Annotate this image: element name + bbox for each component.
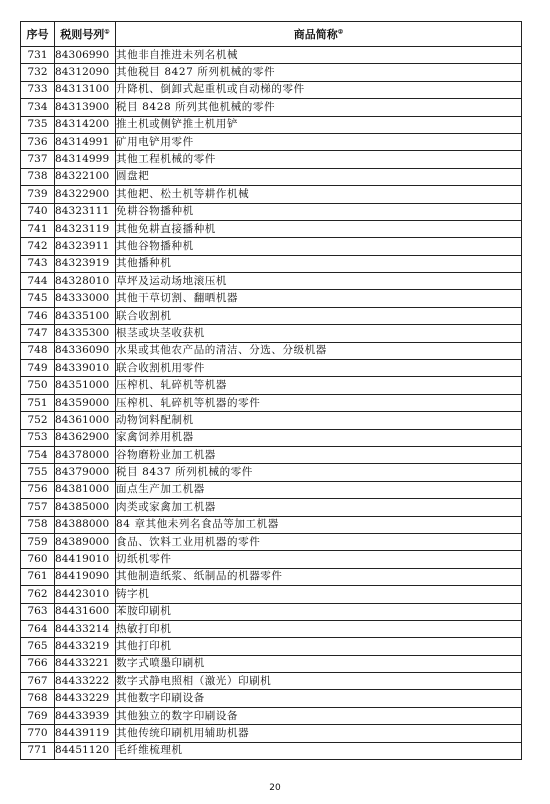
table-row xyxy=(21,394,522,411)
table-row xyxy=(21,168,522,185)
row-tariff-code: 84433214 xyxy=(55,620,116,637)
table-row xyxy=(21,116,522,133)
row-seq: 740 xyxy=(21,203,55,220)
row-product-name: 水果或其他农产品的清洁、分选、分级机器 xyxy=(116,342,522,359)
row-product-name: 毛纤维梳理机 xyxy=(116,742,522,759)
row-tariff-code: 84328010 xyxy=(55,273,116,290)
row-product-name: 数字式静电照相（激光）印刷机 xyxy=(116,673,522,690)
row-seq: 760 xyxy=(21,551,55,568)
table-row xyxy=(21,133,522,150)
row-seq: 766 xyxy=(21,655,55,672)
tariff-list-page xyxy=(20,21,522,760)
header-product-name-label: 商品简称 xyxy=(293,28,338,41)
footnote-marker-1: ① xyxy=(104,28,110,36)
row-seq: 765 xyxy=(21,638,55,655)
table-row xyxy=(21,568,522,585)
table-header-row xyxy=(21,22,522,47)
table-row xyxy=(21,47,522,64)
row-seq: 745 xyxy=(21,290,55,307)
row-seq: 731 xyxy=(21,47,55,64)
header-seq: 序号 xyxy=(21,22,55,47)
row-product-name: 税目 8437 所列机械的零件 xyxy=(116,464,522,481)
table-row xyxy=(21,81,522,98)
row-tariff-code: 84388000 xyxy=(55,516,116,533)
table-row xyxy=(21,533,522,550)
row-tariff-code: 84433221 xyxy=(55,655,116,672)
table-row xyxy=(21,707,522,724)
table-row xyxy=(21,64,522,81)
table-row xyxy=(21,290,522,307)
table-row xyxy=(21,690,522,707)
row-seq: 753 xyxy=(21,429,55,446)
row-product-name: 其他耙、松土机等耕作机械 xyxy=(116,186,522,203)
row-tariff-code: 84433219 xyxy=(55,638,116,655)
row-seq: 757 xyxy=(21,499,55,516)
row-tariff-code: 84333000 xyxy=(55,290,116,307)
row-tariff-code: 84339010 xyxy=(55,360,116,377)
row-tariff-code: 84389000 xyxy=(55,533,116,550)
table-row xyxy=(21,446,522,463)
row-product-name: 其他工程机械的零件 xyxy=(116,151,522,168)
row-product-name: 压榨机、轧碎机等机器 xyxy=(116,377,522,394)
row-tariff-code: 84451120 xyxy=(55,742,116,759)
row-tariff-code: 84385000 xyxy=(55,499,116,516)
table-row xyxy=(21,655,522,672)
row-product-name: 其他播种机 xyxy=(116,255,522,272)
tariff-table xyxy=(20,21,522,760)
row-seq: 758 xyxy=(21,516,55,533)
row-seq: 739 xyxy=(21,186,55,203)
row-product-name: 其他传统印刷机用辅助机器 xyxy=(116,725,522,742)
row-tariff-code: 84322100 xyxy=(55,168,116,185)
table-row xyxy=(21,255,522,272)
row-product-name: 联合收割机用零件 xyxy=(116,360,522,377)
table-row xyxy=(21,638,522,655)
table-row xyxy=(21,325,522,342)
row-seq: 768 xyxy=(21,690,55,707)
row-seq: 767 xyxy=(21,673,55,690)
row-seq: 734 xyxy=(21,99,55,116)
row-seq: 771 xyxy=(21,742,55,759)
table-row xyxy=(21,620,522,637)
row-tariff-code: 84433222 xyxy=(55,673,116,690)
row-product-name: 其他打印机 xyxy=(116,638,522,655)
row-tariff-code: 84359000 xyxy=(55,394,116,411)
footnote-marker-2: ② xyxy=(337,28,344,36)
table-row xyxy=(21,412,522,429)
row-seq: 747 xyxy=(21,325,55,342)
row-seq: 741 xyxy=(21,220,55,237)
row-seq: 733 xyxy=(21,81,55,98)
table-row xyxy=(21,603,522,620)
row-product-name: 压榨机、轧碎机等机器的零件 xyxy=(116,394,522,411)
row-tariff-code: 84323911 xyxy=(55,238,116,255)
table-row xyxy=(21,307,522,324)
row-product-name: 其他独立的数字印刷设备 xyxy=(116,707,522,724)
row-tariff-code: 84314991 xyxy=(55,133,116,150)
row-tariff-code: 84361000 xyxy=(55,412,116,429)
row-tariff-code: 84314200 xyxy=(55,116,116,133)
table-row xyxy=(21,464,522,481)
row-product-name: 数字式喷墨印刷机 xyxy=(116,655,522,672)
table-row xyxy=(21,151,522,168)
row-seq: 744 xyxy=(21,273,55,290)
row-tariff-code: 84423010 xyxy=(55,586,116,603)
header-product-name xyxy=(116,22,522,47)
row-product-name: 免耕谷物播种机 xyxy=(116,203,522,220)
row-seq: 756 xyxy=(21,481,55,498)
row-tariff-code: 84419090 xyxy=(55,568,116,585)
table-row xyxy=(21,725,522,742)
table-body xyxy=(21,47,522,760)
row-product-name: 根茎或块茎收获机 xyxy=(116,325,522,342)
page-number: 20 xyxy=(269,783,281,793)
row-tariff-code: 84336090 xyxy=(55,342,116,359)
row-seq: 770 xyxy=(21,725,55,742)
row-seq: 732 xyxy=(21,64,55,81)
row-product-name: 其他非自推进未列名机械 xyxy=(116,47,522,64)
table-row xyxy=(21,342,522,359)
row-product-name: 苯胺印刷机 xyxy=(116,603,522,620)
row-seq: 738 xyxy=(21,168,55,185)
row-seq: 749 xyxy=(21,360,55,377)
row-seq: 761 xyxy=(21,568,55,585)
table-row xyxy=(21,586,522,603)
row-product-name: 动物饲料配制机 xyxy=(116,412,522,429)
row-seq: 751 xyxy=(21,394,55,411)
row-product-name: 税目 8428 所列其他机械的零件 xyxy=(116,99,522,116)
row-product-name: 升降机、倒卸式起重机或自动梯的零件 xyxy=(116,81,522,98)
row-seq: 762 xyxy=(21,586,55,603)
row-tariff-code: 84433939 xyxy=(55,707,116,724)
row-tariff-code: 84323111 xyxy=(55,203,116,220)
row-tariff-code: 84362900 xyxy=(55,429,116,446)
table-row xyxy=(21,360,522,377)
row-product-name: 其他免耕直接播种机 xyxy=(116,220,522,237)
header-tariff-code xyxy=(55,22,116,47)
row-tariff-code: 84431600 xyxy=(55,603,116,620)
table-row xyxy=(21,99,522,116)
row-tariff-code: 84335300 xyxy=(55,325,116,342)
row-tariff-code: 84335100 xyxy=(55,307,116,324)
row-tariff-code: 84313900 xyxy=(55,99,116,116)
row-seq: 735 xyxy=(21,116,55,133)
row-tariff-code: 84378000 xyxy=(55,446,116,463)
row-product-name: 草坪及运动场地滚压机 xyxy=(116,273,522,290)
row-seq: 752 xyxy=(21,412,55,429)
row-tariff-code: 84351000 xyxy=(55,377,116,394)
table-row xyxy=(21,742,522,759)
row-seq: 769 xyxy=(21,707,55,724)
row-seq: 737 xyxy=(21,151,55,168)
row-seq: 742 xyxy=(21,238,55,255)
row-tariff-code: 84314999 xyxy=(55,151,116,168)
row-product-name: 家禽饲养用机器 xyxy=(116,429,522,446)
table-row xyxy=(21,203,522,220)
table-row xyxy=(21,238,522,255)
row-tariff-code: 84313100 xyxy=(55,81,116,98)
table-row xyxy=(21,377,522,394)
row-tariff-code: 84379000 xyxy=(55,464,116,481)
row-seq: 736 xyxy=(21,133,55,150)
table-row xyxy=(21,429,522,446)
row-product-name: 其他数字印刷设备 xyxy=(116,690,522,707)
row-tariff-code: 84433229 xyxy=(55,690,116,707)
table-row xyxy=(21,673,522,690)
row-seq: 763 xyxy=(21,603,55,620)
row-tariff-code: 84323919 xyxy=(55,255,116,272)
row-tariff-code: 84381000 xyxy=(55,481,116,498)
row-tariff-code: 84312090 xyxy=(55,64,116,81)
row-product-name: 联合收割机 xyxy=(116,307,522,324)
table-row xyxy=(21,273,522,290)
row-seq: 755 xyxy=(21,464,55,481)
table-row xyxy=(21,499,522,516)
row-seq: 746 xyxy=(21,307,55,324)
row-product-name: 其他谷物播种机 xyxy=(116,238,522,255)
table-row xyxy=(21,516,522,533)
row-product-name: 矿用电铲用零件 xyxy=(116,133,522,150)
row-product-name: 圆盘耙 xyxy=(116,168,522,185)
table-row xyxy=(21,220,522,237)
row-product-name: 其他制造纸浆、纸制品的机器零件 xyxy=(116,568,522,585)
row-seq: 750 xyxy=(21,377,55,394)
table-row xyxy=(21,551,522,568)
row-seq: 764 xyxy=(21,620,55,637)
row-product-name: 面点生产加工机器 xyxy=(116,481,522,498)
row-product-name: 其他干草切割、翻晒机器 xyxy=(116,290,522,307)
row-seq: 759 xyxy=(21,533,55,550)
row-product-name: 肉类或家禽加工机器 xyxy=(116,499,522,516)
row-product-name: 谷物磨粉业加工机器 xyxy=(116,446,522,463)
row-tariff-code: 84322900 xyxy=(55,186,116,203)
row-tariff-code: 84306990 xyxy=(55,47,116,64)
row-seq: 743 xyxy=(21,255,55,272)
row-product-name: 食品、饮料工业用机器的零件 xyxy=(116,533,522,550)
row-seq: 748 xyxy=(21,342,55,359)
row-tariff-code: 84439119 xyxy=(55,725,116,742)
table-row xyxy=(21,481,522,498)
table-row xyxy=(21,186,522,203)
row-tariff-code: 84419010 xyxy=(55,551,116,568)
row-product-name: 切纸机零件 xyxy=(116,551,522,568)
row-tariff-code: 84323119 xyxy=(55,220,116,237)
row-product-name: 热敏打印机 xyxy=(116,620,522,637)
header-tariff-code-label: 税则号列 xyxy=(60,28,105,41)
row-product-name: 铸字机 xyxy=(116,586,522,603)
row-product-name: 推土机或侧铲推土机用铲 xyxy=(116,116,522,133)
row-seq: 754 xyxy=(21,446,55,463)
row-product-name: 84 章其他未列名食品等加工机器 xyxy=(116,516,522,533)
row-product-name: 其他税目 8427 所列机械的零件 xyxy=(116,64,522,81)
